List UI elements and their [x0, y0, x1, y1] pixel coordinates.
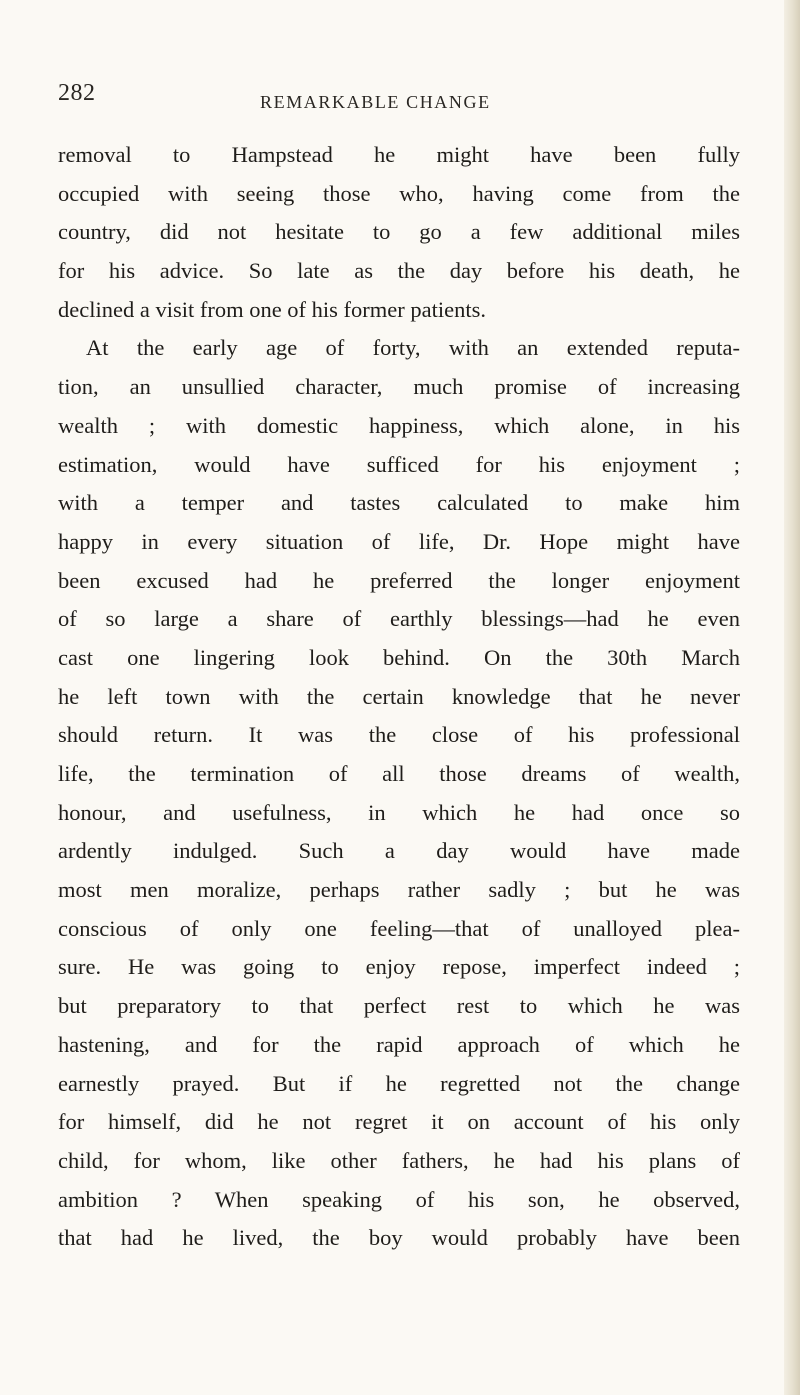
text-line: estimation, would have sufficed for his enjoyment ; — [58, 451, 740, 477]
text-line: of so large a share of earthly blessings—had he even — [58, 606, 740, 632]
body-text — [58, 136, 740, 1258]
text-line: tion, an unsullied character, much promise of increasing — [58, 374, 740, 400]
text-line: hastening, and for the rapid approach of which he — [58, 1031, 740, 1057]
text-line: should return. It was the close of his professional — [58, 722, 740, 748]
text-line: earnestly prayed. But if he regretted not the change — [58, 1070, 740, 1096]
text-line: he left town with the certain knowledge that he never — [58, 683, 740, 709]
text-line: wealth ; with domestic happiness, which alone, in his — [58, 412, 740, 438]
text-line: happy in every situation of life, Dr. Hope might have — [58, 528, 740, 554]
text-line: for his advice. So late as the day before his death, he — [58, 258, 740, 284]
paragraph-end-line: declined a visit from one of his former patients. — [58, 296, 487, 322]
text-line: sure. He was going to enjoy repose, imperfect indeed ; — [58, 954, 740, 980]
text-line: with a temper and tastes calculated to make him — [58, 490, 740, 516]
text-line: been excused had he preferred the longer enjoyment — [58, 567, 740, 593]
text-line: removal to Hampstead he might have been fully — [58, 142, 740, 167]
text-line: that had he lived, the boy would probably have been — [58, 1225, 740, 1251]
text-line: country, did not hesitate to go a few additional miles — [58, 219, 740, 245]
text-line: ambition ? When speaking of his son, he observed, — [58, 1186, 740, 1212]
text-line: most men moralize, perhaps rather sadly ; but he was — [58, 877, 740, 903]
text-line: conscious of only one feeling—that of unalloyed plea- — [58, 915, 740, 941]
text-line: occupied with seeing those who, having come from the — [58, 180, 740, 206]
paragraph-start-line: At the early age of forty, with an extended reputa- — [86, 335, 740, 361]
text-line: but preparatory to that perfect rest to which he was — [58, 993, 740, 1019]
text-line: honour, and usefulness, in which he had once so — [58, 799, 740, 825]
text-line: cast one lingering look behind. On the 30th March — [58, 644, 740, 670]
page-number: 282 — [58, 80, 96, 106]
text-line: child, for whom, like other fathers, he had his plans of — [58, 1147, 740, 1173]
running-head: REMARKABLE CHANGE — [260, 92, 491, 112]
text-line: ardently indulged. Such a day would have made — [58, 838, 740, 864]
text-line: for himself, did he not regret it on account of his only — [58, 1109, 740, 1135]
page-edge-shadow — [784, 0, 800, 1395]
text-line: life, the termination of all those dreams of wealth, — [58, 761, 740, 786]
